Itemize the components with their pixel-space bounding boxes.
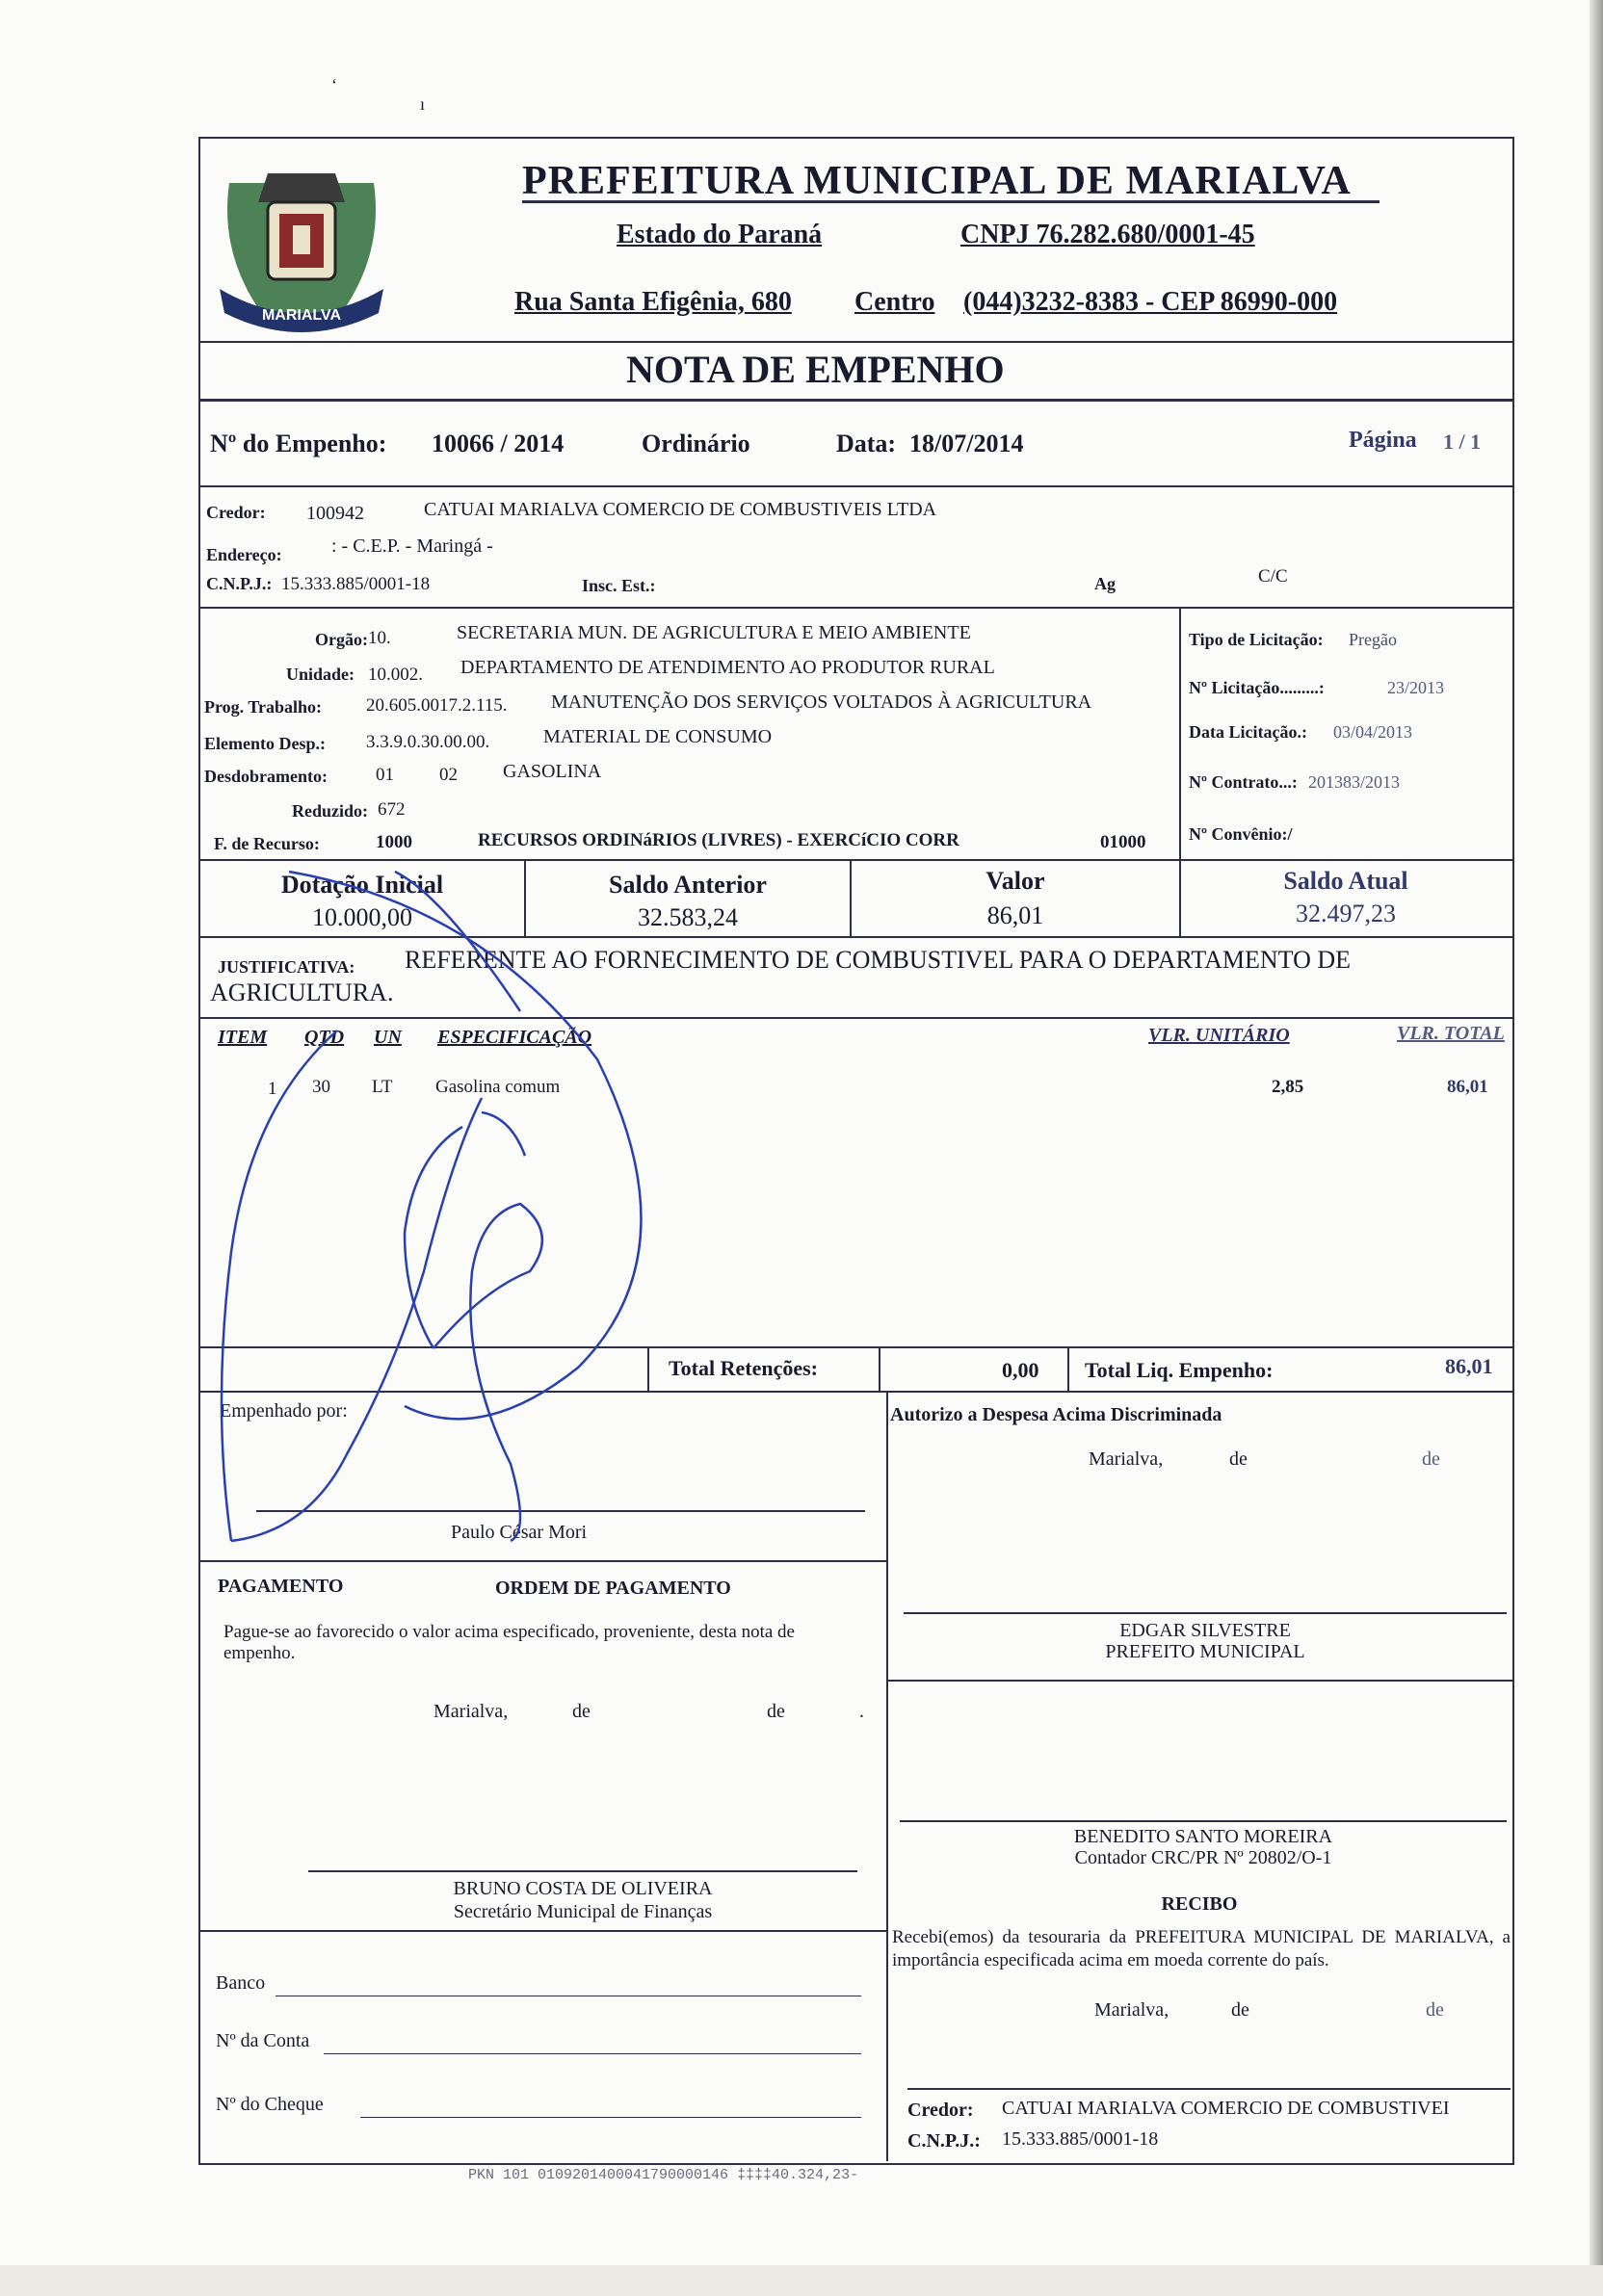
convenio-label: Nº Convênio:/ [1189, 824, 1293, 844]
col-header-vlr-unit: VLR. UNITÁRIO [1148, 1025, 1290, 1046]
desdob-b: 02 [439, 765, 458, 785]
prog-code: 20.605.0017.2.115. [366, 695, 508, 716]
credor-name: CATUAI MARIALVA COMERCIO DE COMBUSTIVEIS LTDA [424, 499, 937, 520]
date-label: Data: [836, 430, 897, 457]
recibo-cnpj: 15.333.885/0001-18 [1002, 2128, 1159, 2150]
recurso-code: 1000 [376, 832, 412, 852]
rule [198, 485, 1512, 487]
orgao-code: 10. [368, 628, 391, 648]
desdobramento-label: Desdobramento: [204, 767, 328, 786]
retencoes-value: 0,00 [1002, 1358, 1039, 1382]
pagamento-place: Marialva, [434, 1701, 509, 1722]
pagamento-de1: de [572, 1701, 591, 1722]
banco-label: Banco [216, 1972, 266, 1994]
signature-line [904, 1612, 1507, 1614]
conta-field[interactable] [324, 2053, 861, 2054]
tipo-licitacao: Pregão [1349, 630, 1397, 649]
phone-cep: (044)3232-8383 - CEP 86990-000 [963, 287, 1338, 317]
saldo-atual-value: 32.497,23 [1296, 900, 1396, 927]
rule [198, 859, 1512, 861]
rule [198, 399, 1512, 402]
credor-code: 100942 [306, 503, 364, 524]
secretario-name: BRUNO COSTA DE OLIVEIRA [453, 1878, 713, 1899]
item-spec: Gasolina comum [435, 1077, 561, 1097]
signature-line [308, 1870, 857, 1872]
credor-label: Credor: [206, 503, 266, 522]
saldo-atual-label: Saldo Atual [1283, 867, 1408, 895]
footer-code: PKN 101 0109201400041790000146 ‡‡‡‡40.324,23- [468, 2167, 859, 2183]
dotacao-label: Dotação Inicial [280, 871, 444, 899]
saldo-anterior-label: Saldo Anterior [609, 871, 767, 899]
recibo-de2: de [1426, 1999, 1444, 2021]
recibo-text: Recebi(emos) da tesouraria da PREFEITURA MUNICIPAL DE MARIALVA, a importância especificada acima em moeda corrente do país. [892, 1927, 1511, 1970]
rule [198, 1391, 1512, 1393]
elemento-name: MATERIAL DE CONSUMO [543, 726, 773, 747]
col-header-vlr-total: VLR. TOTAL [1397, 1023, 1505, 1044]
recibo-title: RECIBO [1161, 1893, 1238, 1915]
cheque-field[interactable] [360, 2117, 861, 2118]
credor-address: : - C.E.P. - Maringá - [331, 535, 493, 557]
autorizo-de2: de [1422, 1448, 1440, 1470]
unidade-code: 10.002. [368, 665, 423, 685]
prog-name: MANUTENÇÃO DOS SERVIÇOS VOLTADOS À AGRICULTURA [551, 691, 1092, 713]
rule [198, 1560, 888, 1562]
rule [886, 1391, 888, 2161]
valor-value: 86,01 [986, 901, 1044, 929]
address-label: Endereço: [206, 545, 282, 564]
contrato-label: Nº Contrato...: [1189, 772, 1298, 792]
item-vlr-total: 86,01 [1447, 1077, 1488, 1097]
credor-cnpj-label: C.N.P.J.: [206, 574, 273, 593]
ordem-pagamento-label: ORDEM DE PAGAMENTO [495, 1578, 731, 1599]
empenho-date: 18/07/2014 [909, 430, 1024, 457]
district: Centro [854, 287, 935, 317]
recibo-credor: CATUAI MARIALVA COMERCIO DE COMBUSTIVEI [1002, 2098, 1450, 2119]
rule [879, 1346, 880, 1391]
contador-title: Contador CRC/PR Nº 20802/O-1 [1074, 1847, 1332, 1868]
doc-title: NOTA DE EMPENHO [626, 348, 1005, 391]
item-un: LT [372, 1077, 393, 1097]
desdob-a: 01 [376, 765, 394, 785]
unidade-name: DEPARTAMENTO DE ATENDIMENTO AO PRODUTOR RURAL [460, 657, 995, 678]
credor-cnpj: 15.333.885/0001-18 [281, 574, 431, 594]
orgao-name: SECRETARIA MUN. DE AGRICULTURA E MEIO AMBIENTE [457, 622, 971, 643]
empenho-type: Ordinário [642, 430, 750, 457]
rule [647, 1346, 649, 1391]
municipal-seal-icon [200, 144, 403, 347]
unidade-label: Unidade: [285, 665, 355, 684]
secretario-title: Secretário Municipal de Finanças [453, 1901, 713, 1922]
recurso-code2: 01000 [1100, 832, 1146, 852]
total-liq-value: 86,01 [1445, 1354, 1493, 1378]
orgao-label: Orgão: [315, 630, 368, 649]
recibo-de1: de [1231, 1999, 1249, 2021]
seal-text: MARIALVA [261, 307, 342, 324]
signature-line [256, 1510, 865, 1512]
reduzido-label: Reduzido: [291, 801, 368, 821]
pagamento-label: PAGAMENTO [218, 1576, 344, 1597]
rule [198, 1346, 1512, 1348]
title-underline [522, 200, 1380, 203]
dotacao-value: 10.000,00 [312, 903, 412, 931]
item-vlr-unit: 2,85 [1272, 1077, 1304, 1097]
empenho-number-label: Nº do Empenho: [210, 430, 387, 457]
item-qtd: 30 [312, 1077, 330, 1097]
elemento-label: Elemento Desp.: [204, 734, 326, 753]
stray-mark: ‘ [331, 75, 337, 94]
col-header-qtd: QTD [304, 1027, 345, 1048]
rule [198, 1017, 1512, 1019]
rule [198, 1930, 888, 1932]
justificativa-text-line2: AGRICULTURA. [210, 978, 394, 1006]
pagamento-text: Pague-se ao favorecido o valor acima especificado, proveniente, desta nota de empenho. [223, 1622, 795, 1663]
col-header-spec: ESPECIFICAÇÃO [437, 1027, 592, 1048]
recibo-cnpj-label: C.N.P.J.: [907, 2130, 981, 2152]
autorizo-de1: de [1229, 1448, 1248, 1470]
state-label: Estado do Paraná [617, 220, 823, 249]
conta-label: Nº da Conta [216, 2030, 310, 2051]
rule [198, 607, 1512, 609]
page-bottom-edge [0, 2265, 1603, 2296]
col-header-un: UN [374, 1027, 402, 1048]
data-licitacao: 03/04/2013 [1333, 722, 1413, 742]
rule [198, 936, 1512, 938]
recurso-name: RECURSOS ORDINáRIOS (LIVRES) - EXERCíCIO CORR [478, 830, 959, 850]
street-address: Rua Santa Efigênia, 680 [514, 287, 792, 317]
reduzido-value: 672 [378, 799, 406, 820]
total-liq-label: Total Liq. Empenho: [1085, 1358, 1274, 1382]
saldo-anterior-value: 32.583,24 [638, 903, 738, 931]
tipo-licitacao-label: Tipo de Licitação: [1189, 630, 1324, 649]
page-number: 1 / 1 [1443, 430, 1482, 454]
stray-mark: ı [420, 94, 426, 114]
signature-line [900, 1820, 1507, 1822]
contrato-number: 201383/2013 [1308, 772, 1401, 792]
desdob-name: GASOLINA [503, 761, 602, 782]
cheque-label: Nº do Cheque [216, 2094, 324, 2115]
prefeito-name: EDGAR SILVESTRE [1119, 1620, 1291, 1641]
insc-label: Insc. Est.: [582, 576, 656, 595]
valor-label: Valor [985, 867, 1045, 895]
municipality-title: PREFEITURA MUNICIPAL DE MARIALVA [522, 159, 1352, 203]
num-licitacao-label: Nº Licitação.........: [1189, 678, 1325, 697]
prefeito-title: PREFEITO MUNICIPAL [1105, 1641, 1305, 1662]
rule [886, 1680, 1512, 1682]
header-cnpj: CNPJ 76.282.680/0001-45 [960, 220, 1255, 249]
prog-label: Prog. Trabalho: [204, 697, 323, 717]
signature-line [907, 2088, 1511, 2090]
retencoes-label: Total Retenções: [669, 1356, 818, 1380]
pagamento-dot: . [859, 1701, 864, 1722]
pagamento-de2: de [767, 1701, 785, 1722]
autorizo-place: Marialva, [1089, 1448, 1164, 1470]
elemento-code: 3.3.9.0.30.00.00. [366, 732, 490, 752]
empenhado-label: Empenhado por: [220, 1400, 348, 1422]
empenho-number: 10066 / 2014 [432, 430, 565, 457]
rule [1067, 1346, 1069, 1391]
recurso-label: F. de Recurso: [214, 834, 320, 853]
justificativa-text-line1: REFERENTE AO FORNECIMENTO DE COMBUSTIVEL PARA O DEPARTAMENTO DE [405, 946, 1352, 974]
autorizo-label: Autorizo a Despesa Acima Discriminada [890, 1404, 1222, 1425]
recibo-place: Marialva, [1094, 1999, 1169, 2021]
contador-name: BENEDITO SANTO MOREIRA [1073, 1826, 1333, 1847]
data-licitacao-label: Data Licitação.: [1189, 722, 1307, 742]
col-header-item: ITEM [218, 1027, 268, 1048]
page-label: Página [1349, 428, 1417, 453]
ag-label: Ag [1094, 574, 1116, 593]
cc-label: C/C [1258, 566, 1288, 587]
justificativa-label: JUSTIFICATIVA: [218, 957, 355, 977]
item-number: 1 [268, 1079, 277, 1099]
num-licitacao: 23/2013 [1387, 678, 1445, 697]
rule [198, 341, 1512, 343]
recibo-credor-label: Credor: [907, 2100, 974, 2121]
page-edge-shadow [1590, 0, 1603, 2296]
empenhado-name: Paulo César Mori [451, 1522, 588, 1543]
rule [1179, 607, 1181, 859]
